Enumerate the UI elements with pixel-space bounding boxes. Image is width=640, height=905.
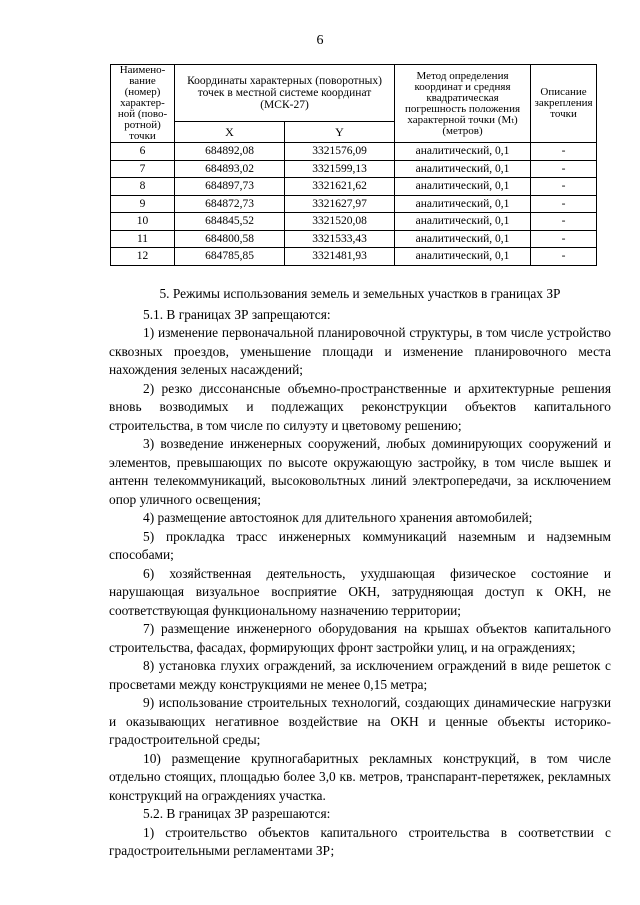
header-coordinates: Координаты характерных (поворотных) точек в местной системе координат (МСК-27)	[175, 65, 395, 122]
paragraph: 10) размещение крупногабаритных рекламных конструкций, в том числе отдельно стоящих, площадью более 3,0 кв. метров, транспарант-перетяжек, рекламных конструкций на ограждениях участка.	[109, 750, 611, 803]
y-coordinate-cell: 3321599,13	[285, 160, 395, 178]
y-coordinate-cell: 3321533,43	[285, 230, 395, 248]
paragraph: 3) возведение инженерных сооружений, любых доминирующих сооружений и элементов, превышающих по высоте окружающую застройку, в том числе вышек и антенн телекоммуникаций, высоковольтных линий электропередачи, за исключением опор уличного освещения;	[109, 436, 611, 507]
x-coordinate-cell: 684893,02	[175, 160, 285, 178]
description-cell: -	[531, 230, 597, 248]
y-coordinate-cell: 3321576,09	[285, 143, 395, 161]
point-number-cell: 8	[111, 178, 175, 196]
header-y: Y	[285, 122, 395, 143]
y-coordinate-cell: 3321627,97	[285, 195, 395, 213]
y-coordinate-cell: 3321520,08	[285, 213, 395, 231]
table-row	[111, 248, 597, 266]
method-cell: аналитический, 0,1	[395, 160, 531, 178]
table-row	[111, 160, 597, 178]
table-row	[111, 143, 597, 161]
paragraph: 6) хозяйственная деятельность, ухудшающая физическое состояние и нарушающая визуальное восприятие ОКН, затрудняющая доступ к ОКН, не соответствующая функциональному назначению территории;	[109, 565, 611, 618]
body-text	[109, 285, 611, 861]
point-number-cell: 10	[111, 213, 175, 231]
description-cell: -	[531, 178, 597, 196]
page-number: 6	[316, 33, 324, 48]
method-cell: аналитический, 0,1	[395, 143, 531, 161]
method-cell: аналитический, 0,1	[395, 178, 531, 196]
x-coordinate-cell: 684897,73	[175, 178, 285, 196]
paragraph: 1) строительство объектов капитального строительства в соответствии с градостроительными регламентами ЗР;	[109, 824, 611, 858]
y-coordinate-cell: 3321621,62	[285, 178, 395, 196]
paragraph: 4) размещение автостоянок для длительного хранения автомобилей;	[143, 510, 533, 525]
table-row	[111, 195, 597, 213]
paragraph: 5.1. В границах ЗР запрещаются:	[143, 306, 331, 322]
header-point-name: Наимено-вание (номер) характер-ной (пово-ротной) точки	[111, 65, 175, 143]
method-cell: аналитический, 0,1	[395, 213, 531, 231]
paragraph-list	[109, 306, 611, 861]
point-number-cell: 11	[111, 230, 175, 248]
x-coordinate-cell: 684785,85	[175, 248, 285, 266]
paragraph: 5.2. В границах ЗР разрешаются:	[143, 806, 331, 821]
y-coordinate-cell: 3321481,93	[285, 248, 395, 266]
x-coordinate-cell: 684892,08	[175, 143, 285, 161]
header-description: Описание закрепления точки	[531, 65, 597, 143]
paragraph: 1) изменение первоначальной планировочной структуры, в том числе устройство сквозных проездов, уменьшение площади и изменение планировочного места нахождения зеленых насаждений;	[109, 325, 611, 377]
point-number-cell: 9	[111, 195, 175, 213]
x-coordinate-cell: 684872,73	[175, 195, 285, 213]
table-body	[111, 143, 597, 266]
point-number-cell: 7	[111, 160, 175, 178]
paragraph: 9) использование строительных технологий, создающих динамические нагрузки и оказывающих негативное воздействие на ОКН и ценные объекты историко-градостроительной среды;	[109, 695, 611, 747]
header-x: X	[175, 122, 285, 143]
paragraph: 8) установка глухих ограждений, за исключением ограждений в виде решеток с просветами между конструкциями не менее 0,15 метра;	[109, 658, 611, 692]
description-cell: -	[531, 143, 597, 161]
point-number-cell: 12	[111, 248, 175, 266]
table-row	[111, 178, 597, 196]
method-cell: аналитический, 0,1	[395, 230, 531, 248]
description-cell: -	[531, 195, 597, 213]
x-coordinate-cell: 684800,58	[175, 230, 285, 248]
description-cell: -	[531, 160, 597, 178]
section-heading: 5. Режимы использования земель и земельных участков в границах ЗР	[159, 286, 561, 301]
method-cell: аналитический, 0,1	[395, 248, 531, 266]
table-row	[111, 213, 597, 231]
description-cell: -	[531, 213, 597, 231]
header-method: Метод определения координат и средняя квадратическая погрешность положения характерной точки (Mₜ) (метров)	[395, 65, 531, 143]
method-cell: аналитический, 0,1	[395, 195, 531, 213]
table-row	[111, 230, 597, 248]
coordinates-table	[110, 64, 597, 266]
paragraph: 7) размещение инженерного оборудования на крышах объектов капитального строительства, фасадах, формирующих фронт застройки улиц, и на ограждениях;	[109, 621, 611, 655]
paragraph: 2) резко диссонансные объемно-пространственные и архитектурные решения вновь возводимых и подлежащих реконструкции объектов капитального строительства, в том числе по силуэту и цветовому решению;	[109, 380, 611, 433]
description-cell: -	[531, 248, 597, 266]
point-number-cell: 6	[111, 143, 175, 161]
paragraph: 5) прокладка трасс инженерных коммуникаций наземным и надземным способами;	[109, 528, 611, 562]
x-coordinate-cell: 684845,52	[175, 213, 285, 231]
